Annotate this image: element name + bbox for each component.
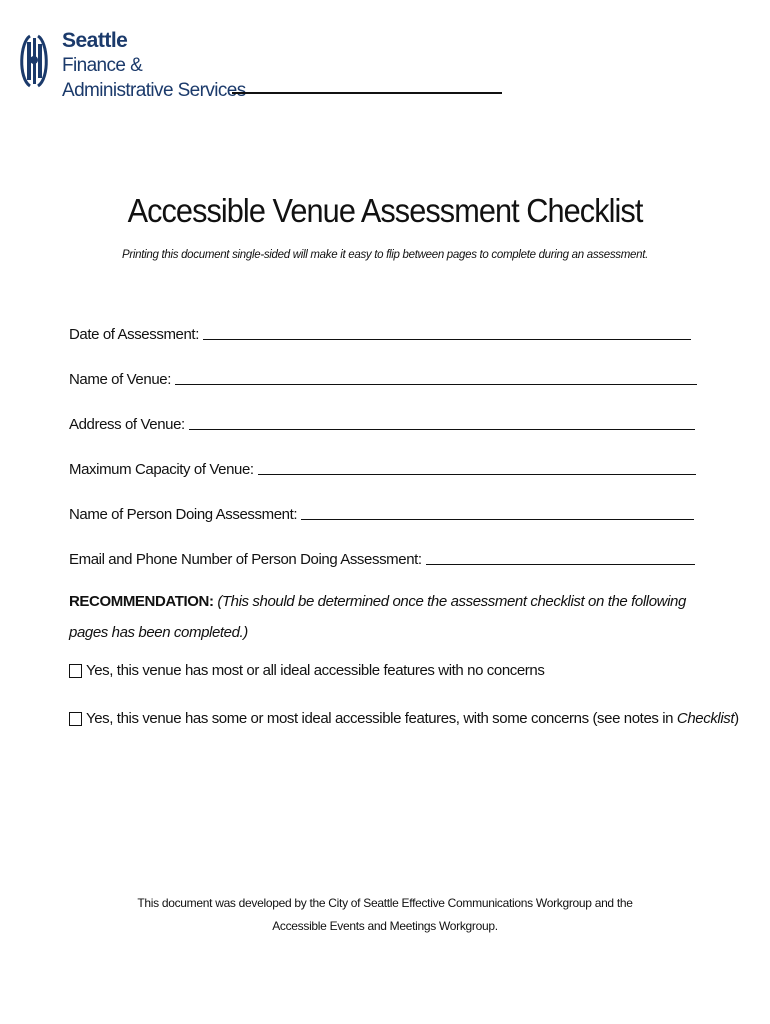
option-label: Yes, this venue has some or most ideal accessible features, with some concerns (see notes in [86, 710, 677, 727]
footer-line-1: This document was developed by the City of Seattle Effective Communications Workgroup and the [137, 896, 633, 910]
footer-line-2: Accessible Events and Meetings Workgroup. [272, 919, 498, 933]
recommendation-section [69, 586, 699, 648]
date-of-assessment-field[interactable] [69, 321, 691, 343]
organization-name [62, 28, 246, 103]
header-rule [232, 92, 502, 94]
fill-in-line[interactable] [301, 519, 694, 520]
checkbox[interactable] [69, 664, 82, 678]
option-some-concerns[interactable] [69, 710, 739, 727]
field-label: Name of Person Doing Assessment: [69, 506, 298, 523]
field-label: Name of Venue: [69, 371, 171, 388]
recommendation-heading: RECOMMENDATION: [69, 593, 214, 610]
option-label-emphasis: Checklist [676, 710, 735, 727]
field-label: Address of Venue: [69, 416, 185, 433]
field-label: Email and Phone Number of Person Doing Assessment: [69, 551, 422, 568]
fill-in-line[interactable] [203, 339, 691, 340]
name-of-venue-field[interactable] [69, 366, 697, 388]
org-line-1: Seattle [62, 29, 128, 52]
footer-note [0, 892, 770, 938]
org-line-3: Administrative Services [62, 80, 246, 101]
fill-in-line[interactable] [175, 384, 697, 385]
field-label: Maximum Capacity of Venue: [69, 461, 254, 478]
option-label-suffix: ) [734, 710, 739, 727]
checkbox[interactable] [69, 712, 82, 726]
option-label: Yes, this venue has most or all ideal accessible features with no concerns [86, 662, 545, 679]
document-title: Accessible Venue Assessment Checklist [127, 192, 643, 229]
person-doing-assessment-field[interactable] [69, 501, 694, 523]
document-subtitle: Printing this document single-sided will make it easy to flip between pages to complete during an assessment. [122, 249, 648, 261]
fill-in-line[interactable] [426, 564, 695, 565]
org-line-2: Finance & [62, 55, 143, 76]
recommendation-note: (This should be determined once the assessment checklist on the following pages has been completed.) [69, 593, 686, 641]
fill-in-line[interactable] [189, 429, 695, 430]
fill-in-line[interactable] [258, 474, 696, 475]
email-phone-field[interactable] [69, 546, 695, 568]
option-no-concerns[interactable] [69, 662, 544, 679]
address-of-venue-field[interactable] [69, 411, 695, 433]
city-of-seattle-seal-icon [16, 30, 52, 92]
field-label: Date of Assessment: [69, 326, 199, 343]
maximum-capacity-field[interactable] [69, 456, 696, 478]
